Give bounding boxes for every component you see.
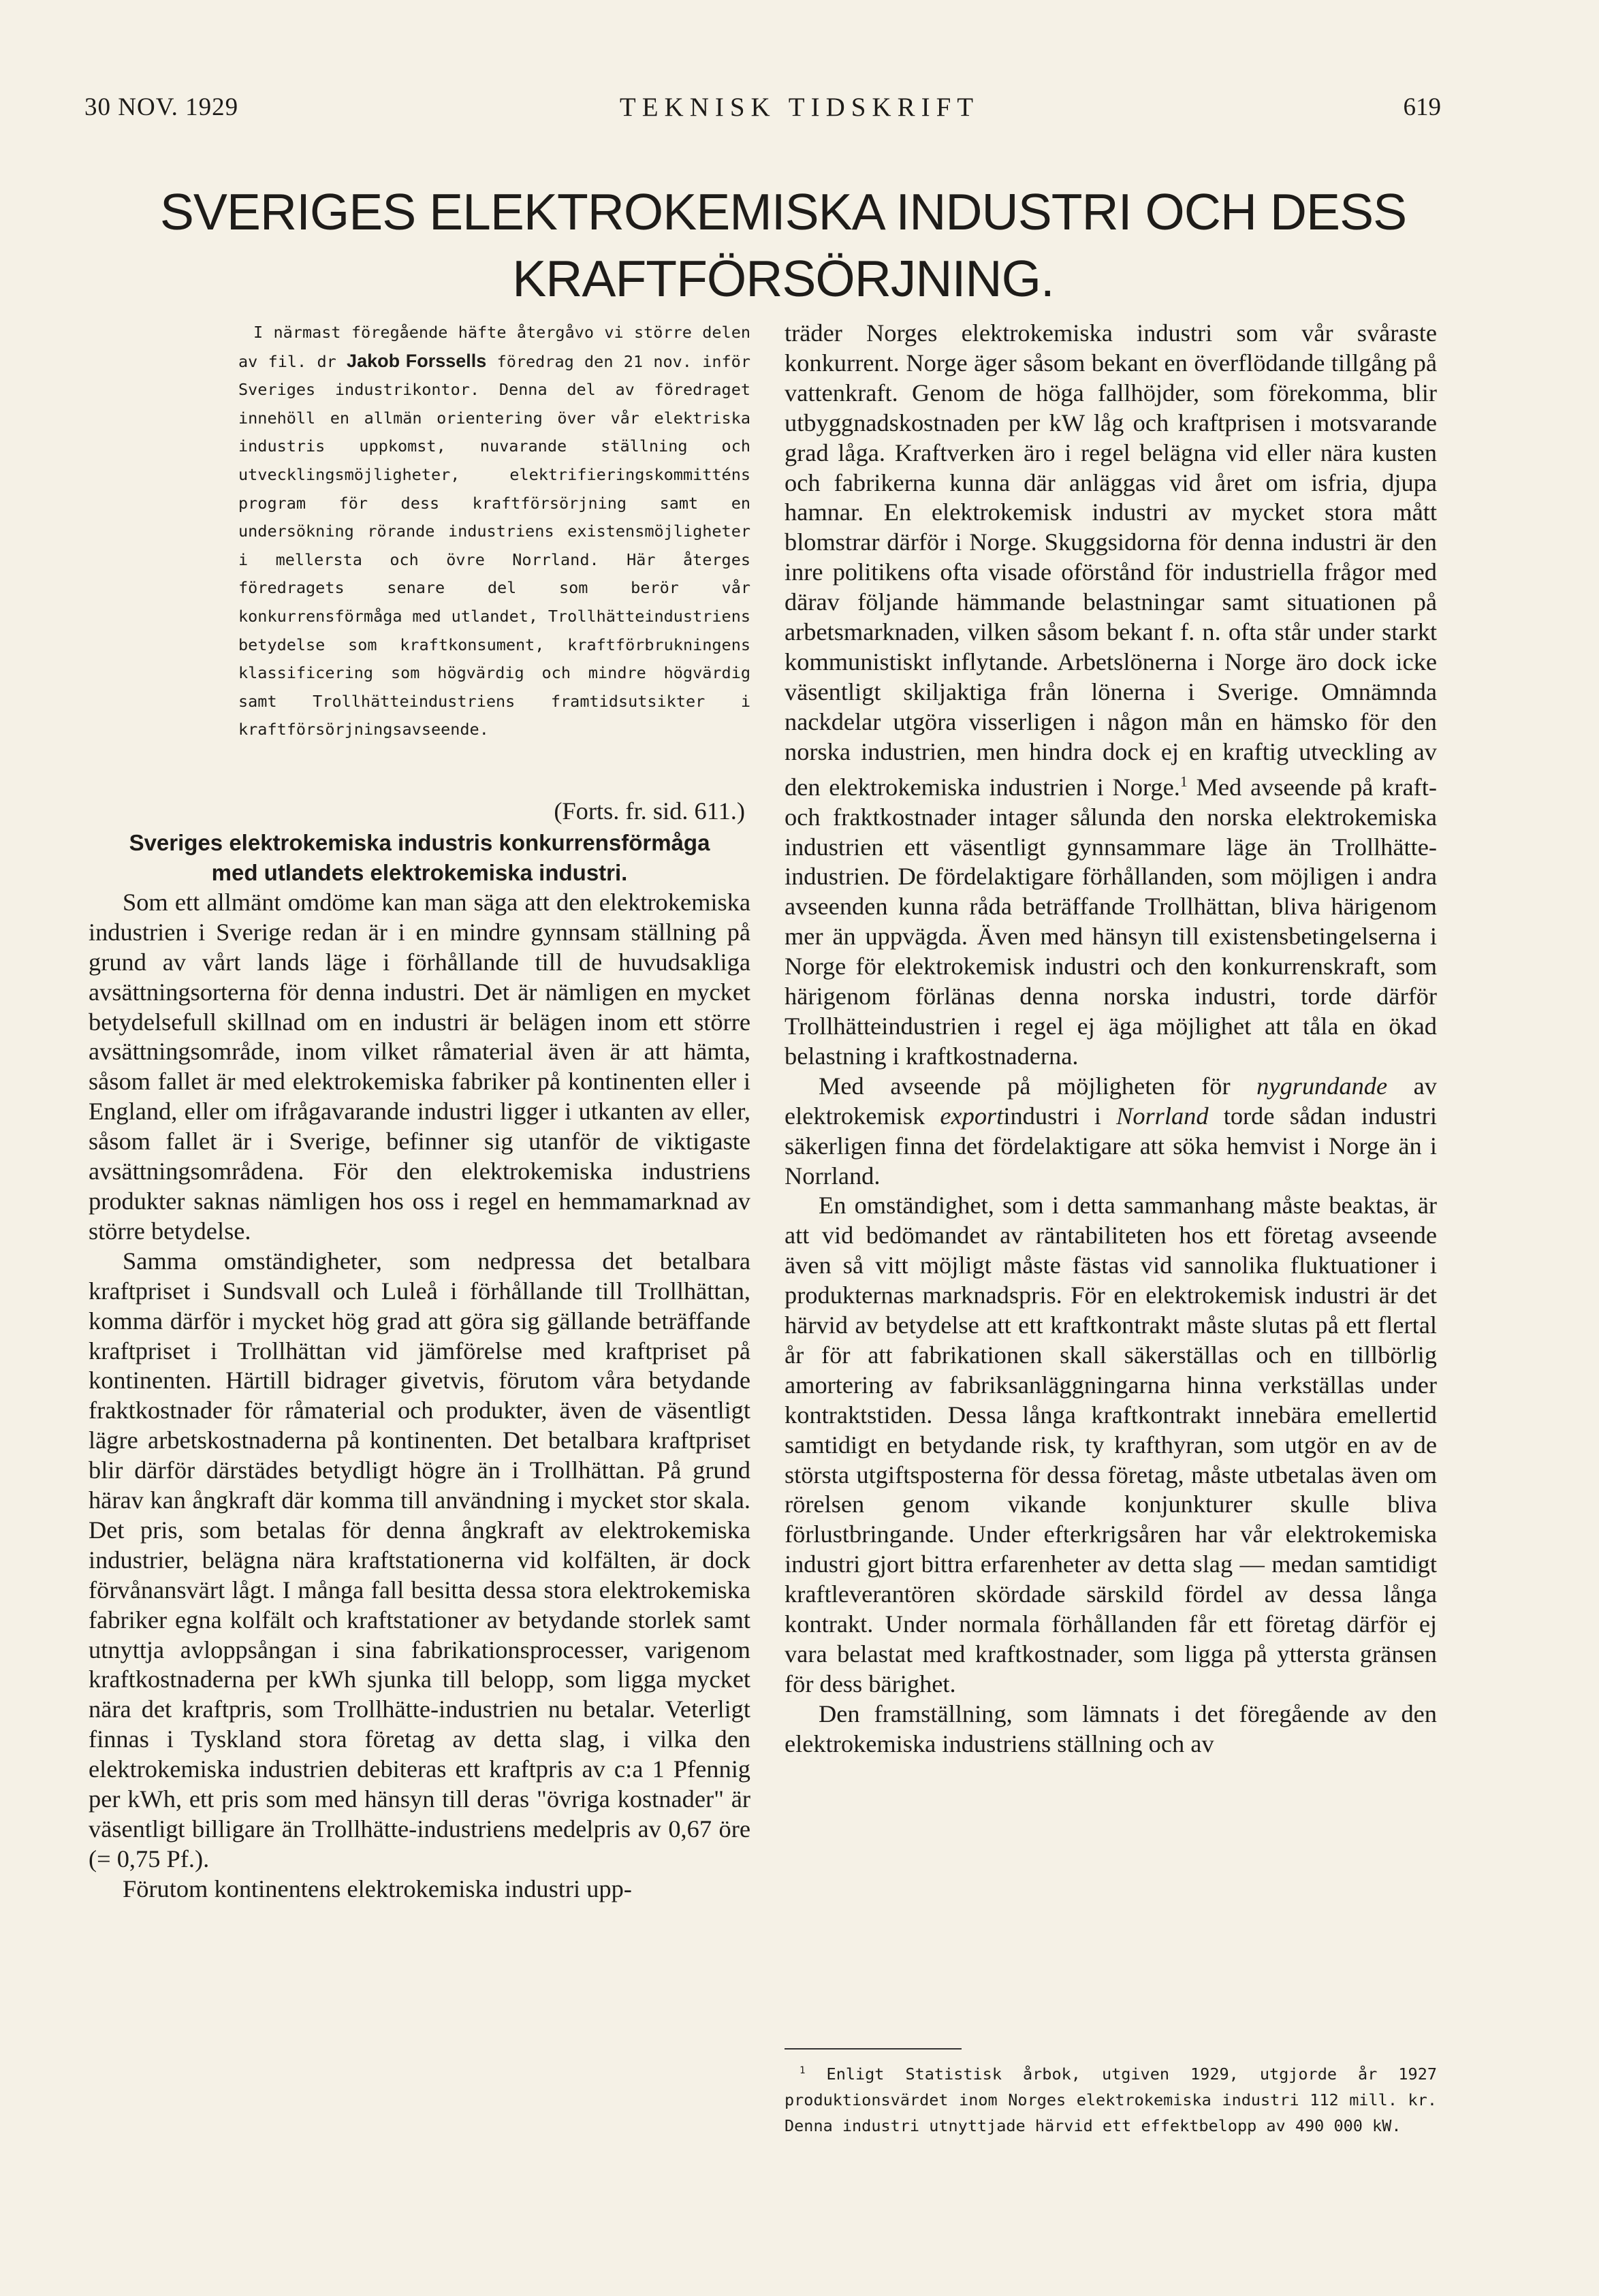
emphasis-nygrundande: nygrundande [1256,1072,1388,1100]
continuation-note: (Forts. fr. sid. 611.) [554,797,745,825]
right-paragraph-2-text-a: Med avseende på möjligheten för [819,1072,1257,1100]
intro-text-start: I närmast föregående häfte återgåvo vi större delen av fil. dr [238,323,750,371]
footnote-text: Enligt Statistisk årbok, utgiven 1929, utgjorde år 1927 produktionsvärdet inom Norges elektrokemiska industri 112 mill. kr. Denna industri utnyttjade härvid ett effektbelopp av 490 000 kW. [785,2064,1437,2135]
right-paragraph-1-text-b: Med avseende på kraft- och fraktkostnader intager sålunda den norska elektrokemiska industrien ett väsentligt gynnsammare läge än Trollhätte-industrien. De fördelaktigare förhållanden, som möjligen i andra avseenden kunna råda beträffande Trollhättan, bliva härigenom mer än uppvägda. Även med hänsyn till existensbetingelserna i Norge för elektrokemisk industri och den konkurrenskraft, som härigenom förlänas denna norska industri, torde därför Trollhätteindustrien i regel ej äga möjlighet att tåla en ökad belastning i kraftkostnaderna. [785,773,1437,1070]
right-paragraph-2-text-b: av elektrokemisk [785,1072,1437,1130]
right-paragraph-1 [785,319,1437,1072]
article-title-line-1: SVERIGES ELEKTROKEMISKA INDUSTRI OCH DESS [159,183,1407,240]
intro-author-name: Jakob Forssells [347,350,487,371]
right-paragraph-2-text-d: torde sådan industri säkerligen finna det fördelaktigare att söka hemvist i Norge än i Norrland. [785,1102,1437,1190]
left-paragraph-3: Förutom kontinentens elektrokemiska industri upp- [123,1875,632,1902]
article-title [102,178,1464,312]
section-heading-line-2: med utlandets elektrokemiska industri. [211,859,628,885]
right-paragraph-2-text-c: industri i [1003,1102,1117,1130]
article-title-line-2: KRAFTFÖRSÖRJNING. [512,250,1054,307]
header-page-number: 619 [1403,93,1441,121]
right-paragraph-2 [785,1072,1437,1192]
intro-text-rest: föredrag den 21 nov. inför Sveriges industrikontor. Denna del av föredraget innehöll en allmän orientering över vår elektriska industris uppkomst, nuvarande ställning och utvecklingsmöjligheter, elektrifieringskommitténs program för dess kraftförsörjning samt en undersökning rörande industriens existensmöjligheter i mellersta och övre Norrland. Här återges föredragets senare del som berör vår konkurrensförmåga med utlandet, Trollhätteindustriens betydelse som kraftkonsument, kraftförbrukningens klassificering som högvärdig och mindre högvärdig samt Trollhätteindustriens framtidsutsikter i kraftförsörjningsavseende. [238,351,750,739]
right-paragraph-1-text-a: träder Norges elektrokemiska industri som vår svåraste konkurrent. Norge äger såsom bekant en överflödande tillgång på vattenkraft. Genom de höga fallhöjder, som förekomma, blir utbyggnadskostnaden per kW låg och kraftprisen i motsvarande grad låga. Kraftverken äro i regel belägna vid eller nära kusten och fabrikerna kunna där anläggas vid året om isfria, djupa hamnar. En elektrokemisk industri av mycket stora mått blomstrar därför i Norge. Skuggsidorna för denna industri är den inre politikens ofta visade oförstånd för industriella frågor med därav följande hämmande belastningar samt situationen på arbetsmarknaden, vilken såsom bekant f. n. ofta står under starkt kommunistiskt inflytande. Arbetslönerna i Norge äro dock icke väsentligt skiljaktiga från lönerna i Sverige. Omnämnda nackdelar utgöra visserligen i någon mån en hämsko för den norska industrien, men hindra dock ej en kraftig utveckling av den elektrokemiska industrien i Norge. [785,319,1437,801]
header-journal-title: TEKNISK TIDSKRIFT [619,93,980,122]
emphasis-norrland: Norrland [1116,1102,1209,1130]
emphasis-export: export [940,1102,1004,1130]
header-date: 30 NOV. 1929 [84,93,239,121]
left-paragraph-1: Som ett allmänt omdöme kan man säga att den elektrokemiska industrien i Sverige redan är i en mindre gynnsam ställning på grund av vårt lands läge i förhållande till de huvudsakliga avsättningsorterna för denna industri. Det är nämligen en mycket betydelsefull skillnad om en industri är belägen inom ett större avsättningsområde, inom vilket råmaterial även är att hämta, såsom fallet är med elektrokemiska fabriker på kontinenten eller i England, eller om ifrågavarande industri ligger i utkanten av eller, såsom fallet är i Sverige, befinner sig utanför de viktigaste avsättningsområdena. För den elektrokemiska industriens produkter saknas nämligen hos oss i regel en hemmamarknad av större betydelse. [89,888,750,1245]
right-paragraph-4: Den framställning, som lämnats i det föregående av den elektrokemiska industriens ställning och av [785,1700,1437,1757]
section-heading-line-1: Sveriges elektrokemiska industris konkurrensförmåga [129,829,710,855]
left-column [89,797,750,1904]
footnote-reference: 1 [1180,773,1188,790]
footnote-divider [785,2048,962,2050]
section-heading [89,828,750,888]
left-paragraph-2: Samma omständigheter, som nedpressa det betalbara kraftpriset i Sundsvall och Luleå i förhållande till Trollhättan, komma därför i mycket hög grad att göra sig gällande beträffande kraftpriset i Trollhättan vid jämförelse med kraftpriset på kontinenten. Härtill bidrager givetvis, förutom våra betydande fraktkostnader för råmaterial och produkter, även de väsentligt lägre arbetskostnaderna på kontinenten. Det betalbara kraftpriset blir därför därstädes betydligt högre än i Trollhättan. På grund härav kan ångkraft där komma till användning i mycket stor skala. Det pris, som betalas för denna ångkraft av elektrokemiska industrier, belägna nära kraftstationerna vid kolfälten, är dock förvånansvärt lågt. I många fall besitta dessa stora elektrokemiska fabriker egna kolfält och kraftstationer av betydande storlek samt utnyttja avloppsångan i sina fabrikationsprocesser, varigenom kraftkostnaderna per kWh sjunka till belopp, som ligga mycket nära det kraftpris, som Trollhätte-industrien nu betalar. Veterligt finnas i Tyskland stora företag av detta slag, i vilka den elektrokemiska industrien debiteras ett kraftpris av c:a 1 Pfennig per kWh, ett pris som med hänsyn till deras "övriga kostnader" är väsentligt billigare än Trollhätte-industriens medelpris av 0,67 öre (= 0,75 Pf.). [89,1247,750,1872]
footnote [785,2058,1437,2139]
footnote-marker: 1 [800,2065,806,2076]
right-paragraph-3: En omständighet, som i detta sammanhang måste beaktas, är att vid bedömandet av räntabiliteten hos ett företag avseende även så vitt möjligt måste fästas vid sannolika fluktuationer i produkternas marknadspris. För en elektrokemisk industri är det härvid av betydelse att ett kraftkontrakt måste slutas på ett flertal år för att fabrikationen skall säkerställas och en tillbörlig amortering av fabriksanläggningarna hinna verkställas under kontraktstiden. Dessa långa kraftkontrakt innebära emellertid samtidigt en betydande risk, ty krafthyran, som utgör en av de största utgiftsposterna för dessa företag, måste utbetalas även om rörelsen genom vikande konjunkturer skulle bliva förlustbringande. Under efterkrigsåren har vår elektrokemiska industri gjort bittra erfarenheter av detta slag — medan samtidigt kraftleverantören skördade särskild fördel av dessa långa kontrakt. Under normala förhållanden får ett företag därför ej vara belastat med kraftkostnader, som ligga på yttersta gränsen för dess bärighet. [785,1192,1437,1697]
editorial-intro [238,319,750,744]
right-column [785,319,1437,1759]
